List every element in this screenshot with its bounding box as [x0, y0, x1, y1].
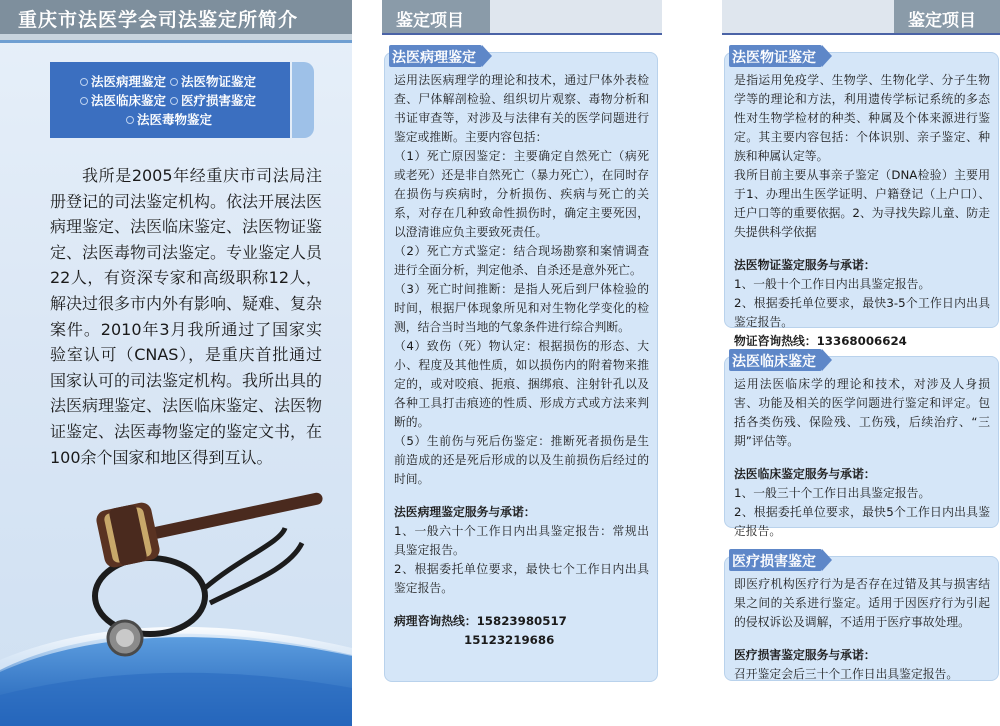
intro-header — [0, 0, 352, 34]
card-title: 法医临床鉴定 — [729, 349, 822, 371]
card-intro: 即医疗机构医疗行为是否存在过错及其与损害结果之间的关系进行鉴定。适用于因医疗行为引起的侵权诉讼及调解，不适用于医疗事故处理。 — [734, 577, 990, 629]
bullet-icon — [170, 97, 178, 105]
service-title: 法医临床鉴定服务与承诺： — [734, 467, 876, 481]
header-band — [722, 0, 894, 34]
section-header: 鉴定项目 — [894, 0, 1000, 34]
service-item: 2、根据委托单位要求，最快3-5个工作日内出具鉴定报告。 — [734, 296, 990, 329]
header-line — [382, 33, 662, 35]
content-item: （1）死亡原因鉴定：主要确定自然死亡（病死或老死）还是非自然死亡（暴力死亡），在同时存在损伤与疾病时，分析损伤、疾病与死亡的关系，对存在几种致命性损伤时，确定主要死因，以澄清谁应负主要致死责任。 — [394, 149, 649, 239]
service-title: 法医病理鉴定服务与承诺： — [394, 505, 536, 519]
category-item: 法医临床鉴定 — [80, 91, 166, 109]
content-item: （2）死亡方式鉴定：结合现场勘察和案情调查进行全面分析，判定他杀、自杀还是意外死亡。 — [394, 244, 649, 277]
card-content — [394, 71, 649, 650]
evidence-card — [724, 50, 999, 348]
category-box-accent — [292, 62, 314, 138]
hotline-number: 15823980517 — [476, 614, 567, 628]
gavel-stethoscope-image — [40, 488, 340, 663]
card-intro: 运用法医病理学的理论和技术，通过尸体外表检查、尸体解剖检验、组织切片观察、毒物分析和书证审查等，对涉及与法律有关的医学问题进行鉴定或推断。主要内容包括： — [394, 73, 649, 144]
content-item: （5）生前伤与死后伤鉴定：推断死者损伤是生前造成的还是死后形成的以及生前损伤后经过的时间。 — [394, 434, 649, 486]
category-box — [50, 62, 290, 138]
card-title: 法医物证鉴定 — [729, 45, 822, 67]
bullet-icon — [80, 78, 88, 86]
service-title: 医疗损害鉴定服务与承诺： — [734, 648, 876, 662]
service-item: 召开鉴定会后三十个工作日出具鉴定报告。 — [734, 667, 959, 681]
hotline: 物证咨询热线：13368006624 — [734, 334, 907, 348]
service-item: 1、一般十个工作日内出具鉴定报告。 — [734, 277, 931, 291]
category-item: 法医毒物鉴定 — [126, 110, 212, 128]
header-band — [490, 0, 662, 34]
card-content — [734, 575, 990, 684]
bullet-icon — [170, 78, 178, 86]
services-panel-middle — [382, 0, 662, 726]
category-item: 法医病理鉴定 — [80, 72, 166, 90]
medical-damage-card — [724, 556, 999, 681]
service-item: 1、一般三十个工作日出具鉴定报告。 — [734, 486, 931, 500]
intro-title: 重庆市法医学会司法鉴定所简介 — [18, 9, 299, 31]
card-intro: 是指运用免疫学、生物学、生物化学、分子生物学等的理论和方法，利用遗传学标记系统的多态性对生物学检材的种类、种属及个体来源进行鉴定。其主要内容包括：个体识别、亲子鉴定、种族和种属认定等。 — [734, 73, 990, 163]
card-content — [734, 375, 990, 541]
service-title: 法医物证鉴定服务与承诺： — [734, 258, 876, 272]
content-item: （3）死亡时间推断：是指人死后到尸体检验的时间，根据尸体现象所见和对生物化学变化的检测，结合当时当地的气象条件进行综合判断。 — [394, 282, 649, 334]
hotline: 病理咨询热线：15823980517 — [394, 614, 567, 628]
header-accent-line — [0, 40, 352, 43]
hotline-number: 15123219686 — [464, 633, 555, 647]
bullet-icon — [126, 116, 134, 124]
intro-panel — [0, 0, 352, 726]
card-title: 医疗损害鉴定 — [729, 549, 822, 571]
clinical-card — [724, 354, 999, 538]
card-title: 法医病理鉴定 — [389, 45, 482, 67]
card-content — [734, 71, 990, 351]
services-panel-right — [722, 0, 1000, 726]
card-intro: 运用法医临床学的理论和技术，对涉及人身损害、功能及相关的医学问题进行鉴定和评定。包括各类伤残、保险残、工伤残，后续治疗、“三期”评估等。 — [734, 377, 990, 448]
service-item: 2、根据委托单位要求，最快七个工作日内出具鉴定报告。 — [394, 562, 649, 595]
bullet-icon — [80, 97, 88, 105]
category-item: 法医物证鉴定 — [170, 72, 256, 90]
card-text: 我所目前主要从事亲子鉴定（DNA检验）主要用于1、办理出生医学证明、户籍登记（上户口）、迁户口等的重要依据。2、为寻找失踪儿童、防走失提供科学依据 — [734, 168, 990, 239]
service-item: 1、一般六十个工作日内出具鉴定报告：常规出具鉴定报告。 — [394, 524, 649, 557]
service-item: 2、根据委托单位要求，最快5个工作日内出具鉴定报告。 — [734, 505, 990, 538]
section-header: 鉴定项目 — [382, 0, 490, 34]
category-item: 医疗损害鉴定 — [170, 91, 256, 109]
content-item: （4）致伤（死）物认定：根据损伤的形态、大小、程度及其他性质，如以损伤内的附着物来推定的，或对咬痕、扼痕、捆绑痕、注射针孔以及各种工具打击痕迹的性质、形成方式或方法来判断的。 — [394, 339, 649, 429]
pathology-card — [384, 52, 658, 682]
intro-text: 我所是2005年经重庆市司法局注册登记的司法鉴定机构。依法开展法医病理鉴定、法医临床鉴定、法医物证鉴定、法医毒物司法鉴定。专业鉴定人员22人，有资深专家和高级职称12人，解决过很多市内外有影响、疑难、复杂案件。2010年3月我所通过了国家实验室认可（CNAS），是重庆首批通过国家认可的司法鉴定机构。我所出具的法医病理鉴定、法医临床鉴定、法医物证鉴定、法医毒物鉴定的鉴定文书，在100余个国家和地区得到互认。 — [50, 166, 323, 467]
header-line — [722, 33, 1000, 35]
